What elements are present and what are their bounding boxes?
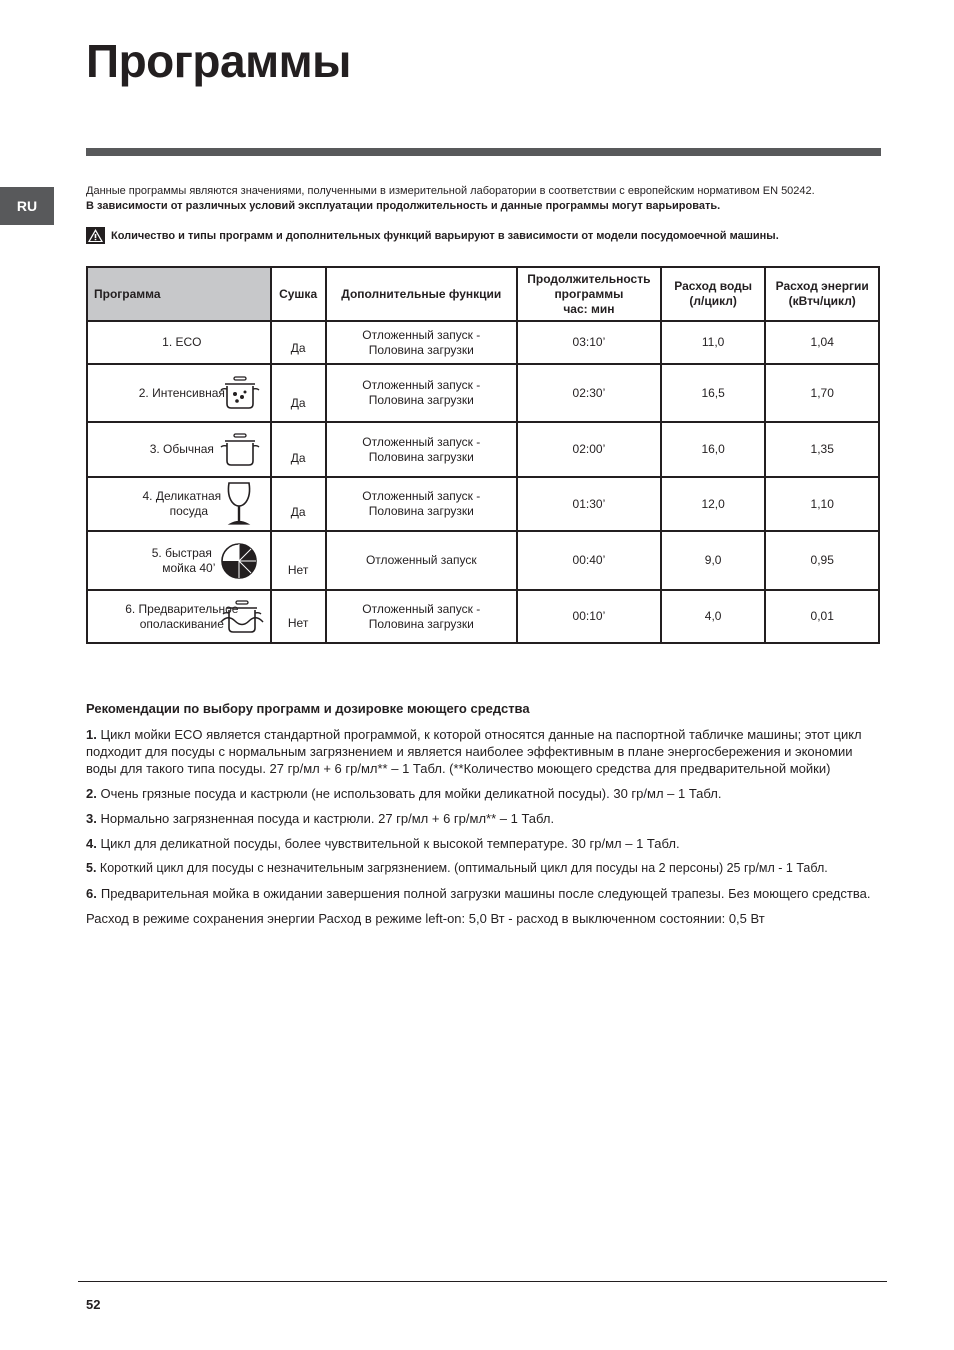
header-water [661,267,766,321]
warning-icon [86,227,105,244]
program-name: 2. Интенсивная [138,385,225,400]
table-row [87,531,879,590]
options-line-1: Отложенный запуск - [362,327,481,342]
table-row [87,321,879,364]
table-row [87,364,879,422]
header-water-line-1: Расход воды [674,279,753,293]
energy-cell: 1,04 [765,321,879,364]
options-cell [326,531,517,590]
duration-cell: 02:30’ [517,364,661,422]
recommendation-text: Цикл для деликатной посуды, более чувствительной к высокой температуре. 30 гр/мл – 1 Табл. [100,836,680,851]
header-energy [765,267,879,321]
drying-cell: Да [271,477,326,531]
recommendation-item [86,885,882,902]
energy-cell: 1,35 [765,422,879,477]
duration-cell: 00:40’ [517,531,661,590]
header-program: Программа [87,267,271,321]
header-drying: Сушка [271,267,326,321]
water-cell: 4,0 [661,590,766,643]
program-name-line-1: 6. Предварительное [125,601,239,616]
duration-cell: 01:30’ [517,477,661,531]
page-title: Программы [86,35,351,87]
options-line-1: Отложенный запуск - [362,489,481,503]
intro-line-2: В зависимости от различных условий эксплуатации продолжительность и данные программы могут варьировать. [86,200,721,212]
options-line-1: Отложенный запуск - [362,434,481,449]
program-name-line-1: 4. Деликатная [142,489,222,503]
header-duration-line-3: час: мин [563,301,615,316]
footer-rule [78,1281,887,1282]
options-line-2: Половина загрузки [368,393,474,407]
duration-cell: 00:10’ [517,590,661,643]
intro-text [86,184,886,214]
table-header-row [87,267,879,321]
recommendation-number: 5. [86,861,97,875]
program-cell [87,321,271,364]
intro-line-1: Данные программы являются значениями, полученными в измерительной лаборатории в соответствии с европейским нормативом EN 50242. [86,185,815,197]
options-line-2: Половина загрузки [368,616,474,631]
clock-icon [220,542,258,580]
drying-cell: Нет [271,590,326,643]
header-duration-line-1: Продолжительность [527,271,651,286]
options-cell [326,590,517,643]
header-energy-line-2: (кВтч/цикл) [788,294,856,308]
recommendation-item [86,860,882,877]
header-options: Дополнительные функции [326,267,517,321]
options-line-2: Половина загрузки [368,504,474,518]
options-cell [326,321,517,364]
recommendation-text: Короткий цикл для посуды с незначительным загрязнением. (оптимальный цикл для посуды на 2 персоны) 25 гр/мл - 1 Табл. [99,861,828,875]
header-duration-line-2: программы [554,286,624,301]
program-name: 1. ECO [162,335,202,349]
water-cell: 11,0 [661,321,766,364]
options-cell [326,477,517,531]
options-line-2: Половина загрузки [368,449,474,464]
water-cell: 12,0 [661,477,766,531]
program-cell [87,531,271,590]
energy-cell: 1,70 [765,364,879,422]
language-tab: RU [0,187,54,225]
options-line-1: Отложенный запуск [365,553,477,567]
recommendation-number: 3. [86,811,97,826]
recommendations-section [86,700,882,927]
energy-cell: 0,95 [765,531,879,590]
duration-cell: 02:00’ [517,422,661,477]
drying-cell: Нет [271,531,326,590]
pot-icon [220,433,260,467]
page-number: 52 [86,1297,101,1312]
program-cell [87,477,271,531]
recommendation-number: 1. [86,727,97,742]
options-cell [326,364,517,422]
pot-intensive-icon [220,376,260,410]
recommendation-number: 6. [86,886,97,901]
recommendation-text: Цикл мойки ECO является стандартной программой, к которой относятся данные на паспортной табличке машины; этот цикл подходит для посуды с нормальным загрязнением и является наиболее эффективным в плане энергосбережения и экономии воды для такого типа посуды. 27 гр/мл + 6 гр/мл** – 1 Табл. (**Количество моющего средства для предварительной мойки) [86,727,862,776]
program-cell [87,590,271,643]
options-cell [326,422,517,477]
program-name-line-2: ополаскивание [139,616,224,631]
program-cell [87,422,271,477]
recommendation-number: 4. [86,836,97,851]
program-name-line-2: мойка 40’ [162,560,216,575]
options-line-1: Отложенный запуск - [362,601,481,616]
programs-table [86,266,880,644]
table-row [87,590,879,643]
model-warning [86,227,896,244]
energy-cell: 0,01 [765,590,879,643]
program-name-line-1: 5. быстрая [151,545,212,560]
recommendation-item [86,726,882,777]
water-cell: 9,0 [661,531,766,590]
warning-text: Количество и типы программ и дополнительных функций варьируют в зависимости от модели посудомоечной машины. [111,229,779,242]
program-name-line-2: посуда [169,504,209,518]
options-line-2: Половина загрузки [368,342,474,357]
drying-cell: Да [271,422,326,477]
drying-cell: Да [271,321,326,364]
recommendation-number: 2. [86,786,97,801]
energy-cell: 1,10 [765,477,879,531]
header-duration [517,267,661,321]
recommendations-title: Рекомендации по выбору программ и дозировке моющего средства [86,701,530,716]
options-line-1: Отложенный запуск - [362,378,481,392]
wine-glass-icon [224,481,254,527]
recommendation-item [86,810,882,827]
recommendation-text: Очень грязные посуда и кастрюли (не использовать для мойки деликатной посуды). 30 гр/мл – 1 Табл. [100,786,722,801]
pot-rinse-icon [220,600,264,634]
recommendation-text: Предварительная мойка в ожидании завершения полной загрузки машины после следующей трапезы. Без моющего средства. [100,886,871,901]
table-row [87,422,879,477]
recommendation-item [86,785,882,802]
header-energy-line-1: Расход энергии [775,279,869,293]
recommendation-text: Нормально загрязненная посуда и кастрюли. 27 гр/мл + 6 гр/мл** – 1 Табл. [100,811,555,826]
water-cell: 16,0 [661,422,766,477]
water-cell: 16,5 [661,364,766,422]
table-row [87,477,879,531]
recommendation-item [86,835,882,852]
header-water-line-2: (л/цикл) [689,294,737,308]
title-rule [86,148,881,156]
standby-consumption: Расход в режиме сохранения энергии Расход в режиме left-on: 5,0 Вт - расход в выключенном состоянии: 0,5 Вт [86,911,765,926]
program-cell [87,364,271,422]
duration-cell: 03:10’ [517,321,661,364]
drying-cell: Да [271,364,326,422]
program-name: 3. Обычная [149,442,214,456]
